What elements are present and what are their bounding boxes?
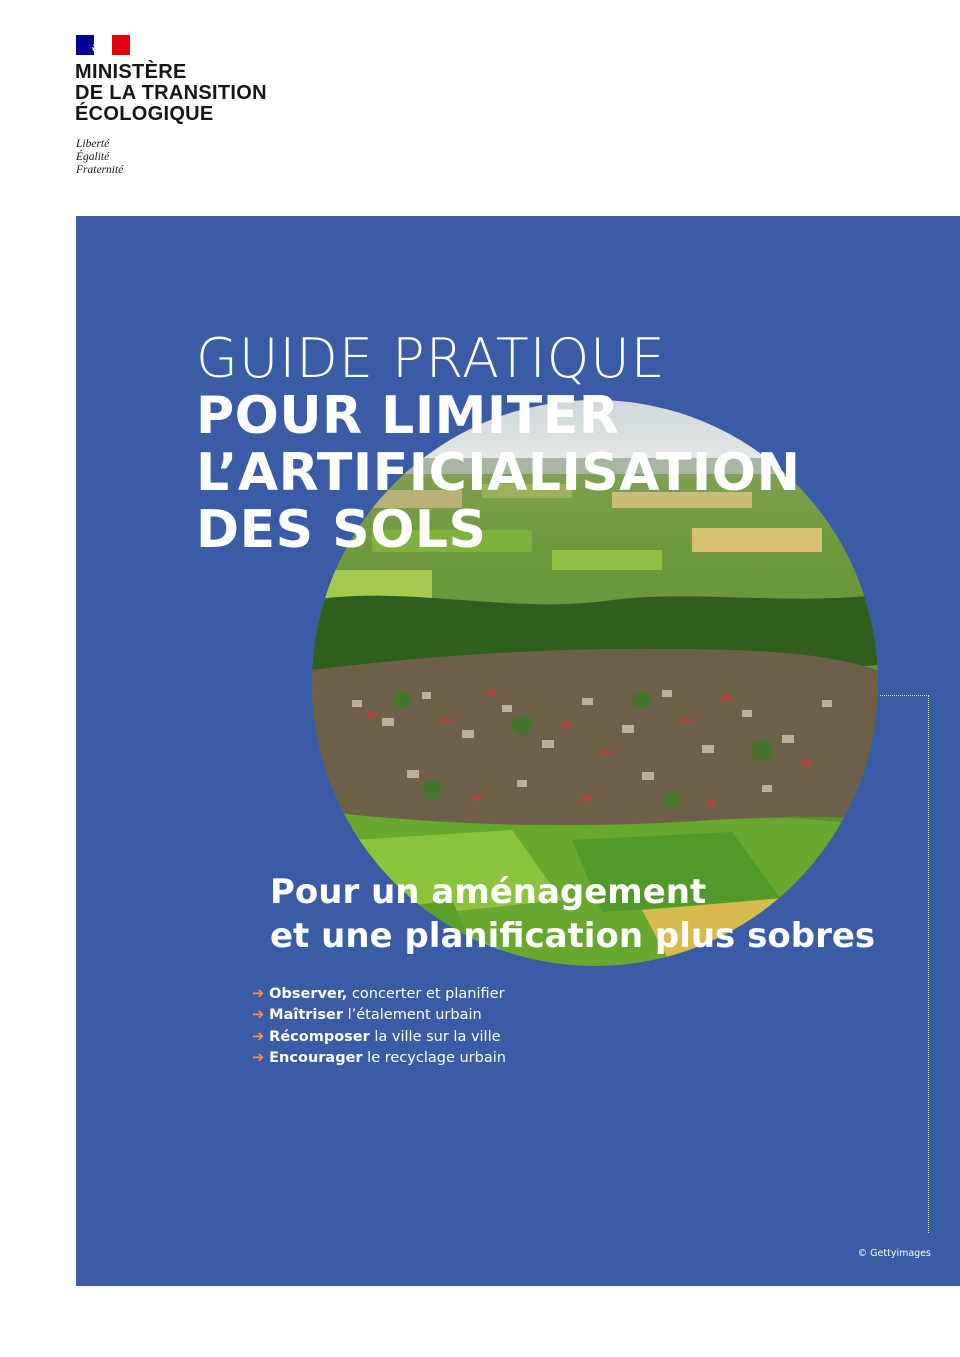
topic-text: la ville sur la ville	[369, 1028, 501, 1045]
subtitle-line-1: Pour un aménagement	[270, 872, 707, 912]
french-republic-flag-logo	[76, 35, 130, 55]
topic-text: concerter et planifier	[347, 986, 505, 1002]
topic-keyword: Observer,	[269, 986, 348, 1002]
photo-credit: © Gettyimages	[857, 1248, 931, 1259]
title-line-1: POUR LIMITER	[196, 386, 620, 446]
list-item	[252, 984, 506, 1005]
list-item	[252, 1048, 506, 1069]
title-guide-pratique: GUIDE PRATIQUE	[196, 327, 666, 390]
key-topics-list	[252, 984, 506, 1069]
topic-text: l’étalement urbain	[343, 1007, 482, 1024]
ministry-line-3: ÉCOLOGIQUE	[75, 103, 214, 125]
topic-keyword: Récomposer	[269, 1028, 370, 1045]
arrow-right-icon: ➔	[252, 986, 265, 1002]
title-line-2: L’ARTIFICIALISATION	[196, 443, 801, 503]
ministry-line-1: MINISTÈRE	[75, 61, 187, 83]
motto-egalite: Égalité	[76, 151, 110, 163]
ministry-name	[75, 62, 267, 125]
arrow-right-icon: ➔	[252, 1028, 265, 1045]
subtitle-line-2: et une planification plus sobres	[270, 916, 876, 956]
topic-keyword: Maîtriser	[269, 1007, 344, 1024]
title-line-3: DES SOLS	[196, 500, 487, 560]
decorative-dotted-line	[880, 695, 929, 1233]
motto-fraternite: Fraternité	[76, 164, 124, 176]
motto-liberte: Liberté	[76, 138, 110, 150]
cover-panel	[76, 216, 960, 1286]
arrow-right-icon: ➔	[252, 1049, 265, 1066]
marianne-profile-icon	[90, 37, 112, 53]
topic-text: le recyclage urbain	[362, 1049, 506, 1066]
cover-title	[196, 327, 801, 560]
list-item	[252, 1005, 506, 1026]
ministry-line-2: DE LA TRANSITION	[75, 82, 267, 104]
republic-motto	[76, 138, 123, 177]
cover-subtitle	[270, 870, 875, 958]
arrow-right-icon: ➔	[252, 1007, 265, 1024]
list-item	[252, 1027, 506, 1048]
topic-keyword: Encourager	[269, 1049, 363, 1066]
